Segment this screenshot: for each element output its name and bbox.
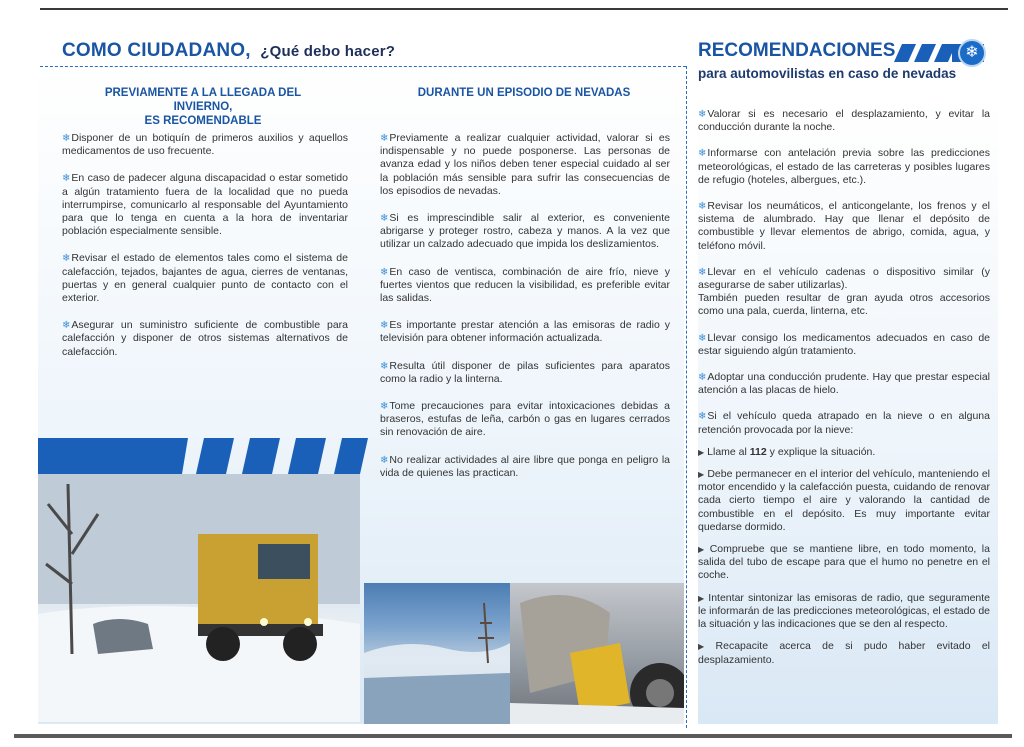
snowy-town-photo bbox=[364, 583, 510, 724]
snowflake-icon: ❄ bbox=[62, 320, 71, 332]
list-item: ❄Si es imprescindible salir al exterior, es conveniente abrigarse y proteger rostro, cabeza y manos. A la vez que utilizar un calzado adecuado que impida los deslizamientos. bbox=[380, 212, 670, 251]
snowflake-icon: ❄ bbox=[958, 39, 986, 67]
before-winter-title-line2: ES RECOMENDABLE bbox=[144, 115, 262, 127]
bottom-rule bbox=[14, 734, 1012, 738]
dashed-divider-vertical bbox=[686, 66, 687, 728]
list-item: ❄Resulta útil disponer de pilas suficientes para aparatos como la radio y la linterna. bbox=[380, 359, 670, 385]
snowflake-icon: ❄ bbox=[380, 213, 389, 225]
snowflake-icon: ❄ bbox=[380, 133, 389, 144]
dashed-divider-horizontal bbox=[40, 66, 686, 67]
list-item: ❄Adoptar una conducción prudente. Hay que prestar especial atención a las placas de hielo. bbox=[698, 371, 990, 397]
top-rule bbox=[40, 8, 1008, 10]
snowflake-icon: ❄ bbox=[698, 372, 707, 384]
before-winter-title-line1: PREVIAMENTE A LA LLEGADA DEL INVIERNO, bbox=[104, 87, 302, 113]
list-item: ❄Asegurar un suministro suficiente de combustible para calefacción y disponer de otros sistemas alternativos de calefacción. bbox=[62, 319, 348, 358]
list-item: ❄Previamente a realizar cualquier actividad, valorar si es indispensable y no puede posponerse. Las personas de avanza edad y los niños deben tener especial cuidado al ser la población más sensible para sufrir las consecuencias de los episodios de nevadas. bbox=[380, 132, 670, 197]
snowflake-icon: ❄ bbox=[698, 332, 707, 344]
snowflake-icon: ❄ bbox=[698, 266, 707, 278]
snowflake-icon: ❄ bbox=[698, 201, 707, 213]
triangle-right-icon: ▶ bbox=[698, 470, 705, 480]
sub-list-item: ▶ Compruebe que se mantiene libre, en todo momento, la salida del tubo de escape para que el humo no penetre en el coche. bbox=[698, 543, 990, 582]
brochure-page bbox=[14, 8, 1012, 738]
list-item: ❄Revisar los neumáticos, el anticongelante, los frenos y el sistema de alumbrado. Hay que llenar el depósito de combustible y llevar elementos de abrigo, comida, agua, y teléfono móvil. bbox=[698, 200, 990, 252]
snowflake-icon: ❄ bbox=[62, 253, 71, 265]
sub-list-item: ▶ Debe permanecer en el interior del vehículo, manteniendo el motor encendido y la calefacción puesta, cuidando de renovar cada cierto tiempo el aire y valorando la cantidad de combustible en el depósito. Es muy importante evitar quedarse dormido. bbox=[698, 468, 990, 533]
item-extra-text: También pueden resultar de gran ayuda otros accesorios como una pala, cuerda, linterna, etc. bbox=[698, 292, 990, 318]
triangle-right-icon: ▶ bbox=[698, 545, 707, 555]
snowflake-icon: ❄ bbox=[380, 360, 389, 372]
sub-list-item: ▶ Recapacite acerca de si pudo haber evitado el desplazamiento. bbox=[698, 640, 990, 666]
snowflake-icon: ❄ bbox=[698, 109, 707, 120]
emergency-number: 112 bbox=[749, 445, 767, 458]
driver-recommendations-list bbox=[698, 108, 990, 676]
snowflake-icon: ❄ bbox=[380, 266, 389, 278]
sub-list-item: ▶ Intentar sintonizar las emisoras de radio, que seguramente le informarán de las predicciones meteorológicas, el estado de la situación y las indicaciones que se den al respecto. bbox=[698, 591, 991, 631]
list-item: ❄En caso de ventisca, combinación de aire frío, nieve y fuertes vientos que reducen la visibilidad, es preferible evitar las salidas. bbox=[380, 265, 670, 305]
snowflake-icon: ❄ bbox=[380, 320, 389, 332]
during-snowfall-list bbox=[380, 132, 670, 494]
list-item: ❄Llevar en el vehículo cadenas o dispositivo similar (y asegurarse de saber utilizarlas). También pueden resultar de gran ayuda otros accesorios como una pala, cuerda, linterna, etc. bbox=[698, 265, 990, 318]
snowflake-icon: ❄ bbox=[380, 401, 389, 413]
list-item: ❄Informarse con antelación previa sobre las predicciones meteorológicas, el estado de las carreteras y posibles lugares de refugio (hoteles, albergues, etc.). bbox=[698, 147, 990, 186]
sub-list-item-call: ▶ Llame al 112 y explique la situación. bbox=[698, 445, 876, 458]
snowflake-icon: ❄ bbox=[62, 133, 71, 144]
snowflake-icon: ❄ bbox=[698, 148, 707, 160]
citizen-heading bbox=[62, 40, 395, 62]
snowflake-icon: ❄ bbox=[62, 173, 71, 185]
triangle-right-icon: ▶ bbox=[698, 593, 706, 603]
list-item: ❄Es importante prestar atención a las emisoras de radio y televisión para obtener información actualizada. bbox=[380, 319, 670, 345]
list-item: ❄No realizar actividades al aire libre que ponga en peligro la vida de quienes las practican. bbox=[380, 453, 670, 479]
snow-chains-photo bbox=[510, 583, 684, 724]
list-item: ❄Tome precauciones para evitar intoxicaciones debidas a braseros, estufas de leña, carbón o gas en lugares cerrados sin renovación de aire. bbox=[380, 400, 670, 439]
during-snowfall-title: DURANTE UN EPISODIO DE NEVADAS bbox=[417, 87, 631, 99]
triangle-right-icon: ▶ bbox=[698, 447, 705, 457]
list-item: ❄Si el vehículo queda atrapado en la nieve o en alguna retención provocada por la nieve: bbox=[698, 410, 990, 436]
list-item: ❄Valorar si es necesario el desplazamiento, y evitar la conducción durante la noche. bbox=[698, 108, 990, 134]
blue-stripe-band bbox=[38, 438, 368, 474]
before-winter-title bbox=[78, 86, 328, 128]
list-item: ❄Disponer de un botiquín de primeros auxilios y aquellos medicamentos de uso frecuente. bbox=[62, 132, 348, 158]
citizen-heading-question: ¿Qué debo hacer? bbox=[260, 43, 396, 60]
snowflake-icon: ❄ bbox=[380, 454, 389, 466]
recommendations-heading: RECOMENDACIONES bbox=[698, 40, 896, 61]
list-item: ❄Llevar consigo los medicamentos adecuados en caso de estar siguiendo algún tratamiento. bbox=[698, 331, 990, 357]
recommendations-subheading: para automovilistas en caso de nevadas bbox=[698, 66, 957, 81]
before-winter-list bbox=[62, 132, 348, 373]
list-item: ❄Revisar el estado de elementos tales como el sistema de calefacción, tejados, bajantes de agua, cierres de ventanas, puertas y en general cualquier punto de contacto con el exterior. bbox=[62, 252, 348, 305]
citizen-heading-title: COMO CIUDADANO, bbox=[62, 40, 251, 61]
snow-truck-photo bbox=[38, 474, 360, 722]
triangle-right-icon: ▶ bbox=[698, 642, 713, 652]
snowflake-icon: ❄ bbox=[698, 411, 707, 423]
list-item: ❄En caso de padecer alguna discapacidad o estar sometido a algún tratamiento fuera de la localidad que no pueda interrumpirse, comunicarlo al responsable del Ayuntamiento para que lo tenga en cuenta a la hora de inventariar población especialmente sensible. bbox=[62, 172, 348, 238]
